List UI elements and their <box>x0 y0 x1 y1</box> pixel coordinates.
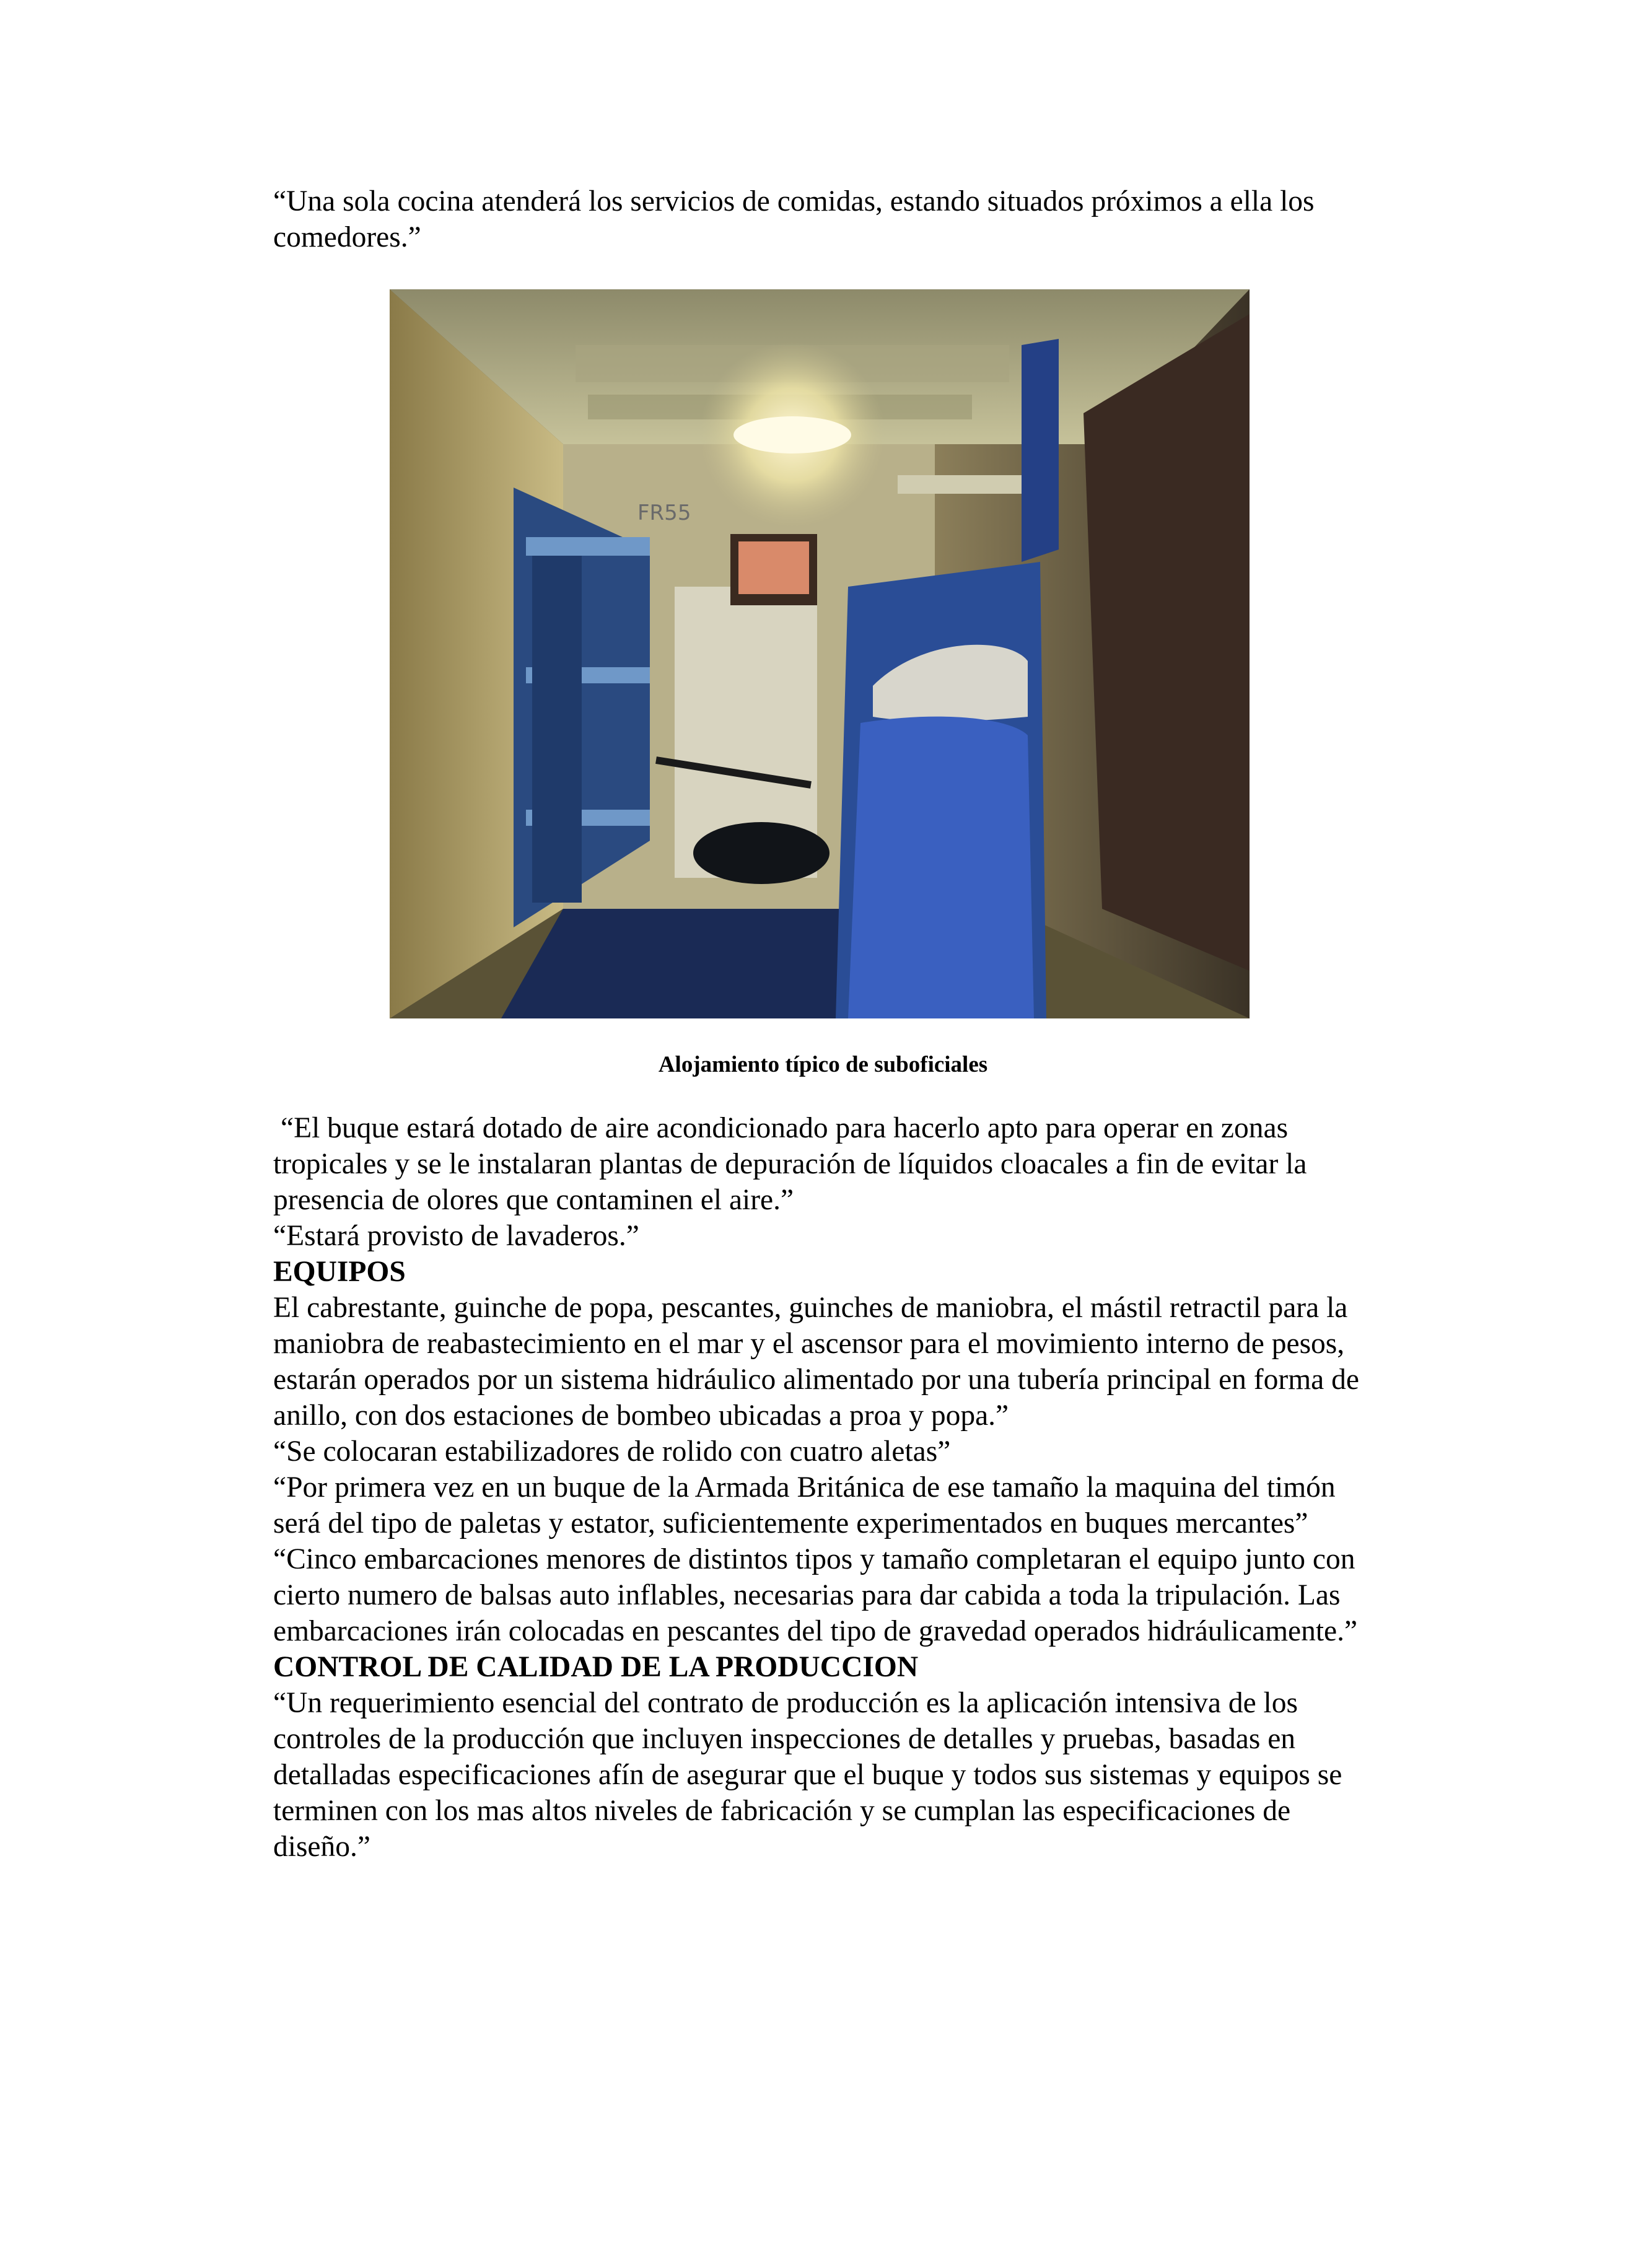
heading-control: CONTROL DE CALIDAD DE LA PRODUCCION <box>273 1651 919 1683</box>
figure-caption: Alojamiento típico de suboficiales <box>658 1052 988 1077</box>
intro-paragraph <box>273 183 1388 255</box>
paragraph-lavaderos: “Estará provisto de lavaderos.” <box>273 1220 639 1252</box>
photo-label: FR55 <box>637 501 691 525</box>
paragraph-aire: “El buque estará dotado de aire acondicionado para hacerlo apto para operar en zonas tropicales y se le instalaran plantas de depuración de líquidos cloacales a fin de evitar la presencia de olores que contaminen el aire.” <box>273 1112 1307 1216</box>
paragraph-equipos-4: “Cinco embarcaciones menores de distintos tipos y tamaño completaran el equipo junto con cierto numero de balsas auto inflables, necesarias para dar cabida a toda la tripulación. Las embarcaciones irán colocadas en pescantes del tipo de gravedad operados hidráulicamente.” <box>273 1543 1358 1647</box>
heading-equipos: EQUIPOS <box>273 1256 406 1288</box>
paragraph-equipos-3: “Por primera vez en un buque de la Armada Británica de ese tamaño la maquina del timón será del tipo de paletas y estator, suficientemente experimentados en buques mercantes” <box>273 1471 1336 1539</box>
berth-photo <box>390 289 1250 1018</box>
intro-text: “Una sola cocina atenderá los servicios de comidas, estando situados próximos a ella los comedores.” <box>273 185 1315 253</box>
body-text <box>273 1110 1388 1865</box>
paragraph-equipos-2: “Se colocaran estabilizadores de rolido con cuatro aletas” <box>273 1435 951 1468</box>
paragraph-control-1: “Un requerimiento esencial del contrato de producción es la aplicación intensiva de los controles de la producción que incluyen inspecciones de detalles y pruebas, basadas en detalladas especificaciones afín de asegurar que el buque y todos sus sistemas y equipos se terminen con los mas altos niveles de fabricación y se cumplan las especificaciones de diseño.” <box>273 1687 1342 1863</box>
berth-photo-illustration <box>390 289 1250 1018</box>
paragraph-equipos-1: El cabrestante, guinche de popa, pescantes, guinches de maniobra, el mástil retractil para la maniobra de reabastecimiento en el mar y el ascensor para el movimiento interno de pesos, estarán operados por un sistema hidráulico alimentado por una tubería principal en forma de anillo, con dos estaciones de bombeo ubicadas a proa y popa.” <box>273 1292 1359 1432</box>
